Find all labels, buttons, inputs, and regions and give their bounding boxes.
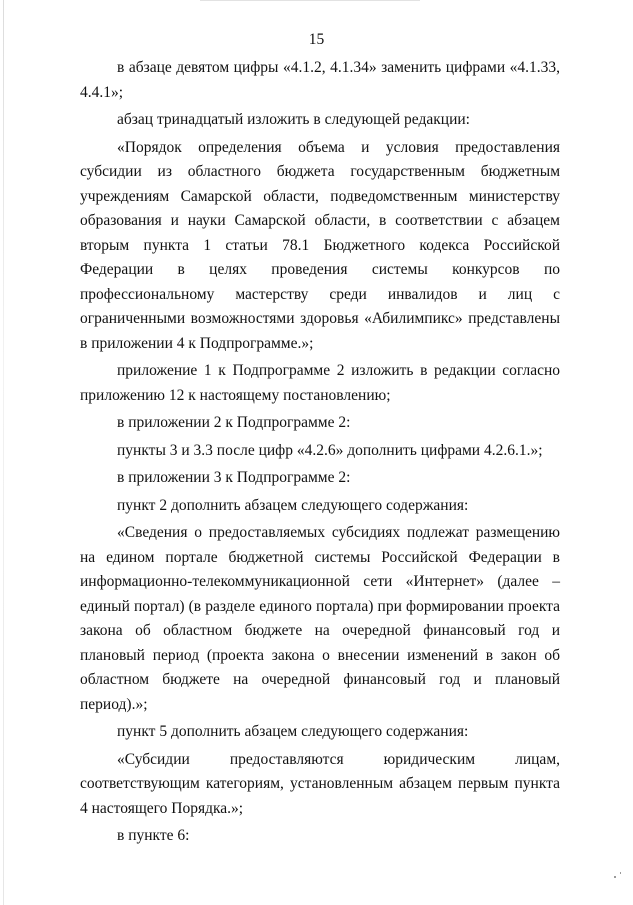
scan-left-edge (3, 0, 4, 905)
paragraph: «Субсидии предоставляются юридическим лицам, соответствующим категориям, установленным абзацем первым пункта 4 настоящего Порядка.»; (80, 750, 560, 817)
paragraph: «Сведения о предоставляемых субсидиях подлежат размещению на едином портале бюджетной системы Российской Федерации в информационно-телекоммуникационной сети «Интернет» (далее – единый портал) (в разделе единого портала) при формировании проекта закона об областном бюджете на очередной финансовый год и плановый период (проекта закона о внесении изменений в закон об областном бюджете на очередной финансовый год и плановый период).»; (80, 524, 560, 713)
paragraph: пункты 3 и 3.3 после цифр «4.2.6» дополнить цифрами 4.2.6.1.»; (117, 441, 543, 459)
paragraph: в приложении 2 к Подпрограмме 2: (117, 414, 351, 431)
paragraph: в абзаце девятом цифры «4.1.2, 4.1.34» заменить цифрами «4.1.33, 4.4.1»; (80, 59, 560, 101)
document-body (80, 56, 560, 852)
scan-speck (620, 872, 621, 874)
paragraph: пункт 5 дополнить абзацем следующего содержания: (117, 723, 469, 740)
paragraph: приложение 1 к Подпрограмме 2 изложить в редакции согласно приложению 12 к настоящему постановлению; (80, 362, 560, 404)
paragraph: «Порядок определения объема и условия предоставления субсидии из областного бюджета государственным бюджетным учреждениям Самарской области, подведомственным министерству образования и науки Самарской области, в соответствии с абзацем вторым пункта 1 статьи 78.1 Бюджетного кодекса Российской Федерации в целях проведения системы конкурсов по профессиональному мастерству среди инвалидов и лиц с ограниченными возможностями здоровья «Абилимпикс» представлены в приложении 4 к Подпрограмме.»; (80, 138, 560, 352)
paragraph: в пункте 6: (117, 827, 190, 844)
scan-speck (614, 876, 616, 878)
page-number: 15 (308, 31, 325, 48)
paragraph: в приложении 3 к Подпрограмме 2: (117, 469, 351, 486)
paragraph: абзац тринадцатый изложить в следующей редакции: (117, 111, 470, 128)
paragraph: пункт 2 дополнить абзацем следующего содержания: (117, 496, 469, 514)
scan-top-edge (200, 0, 420, 3)
